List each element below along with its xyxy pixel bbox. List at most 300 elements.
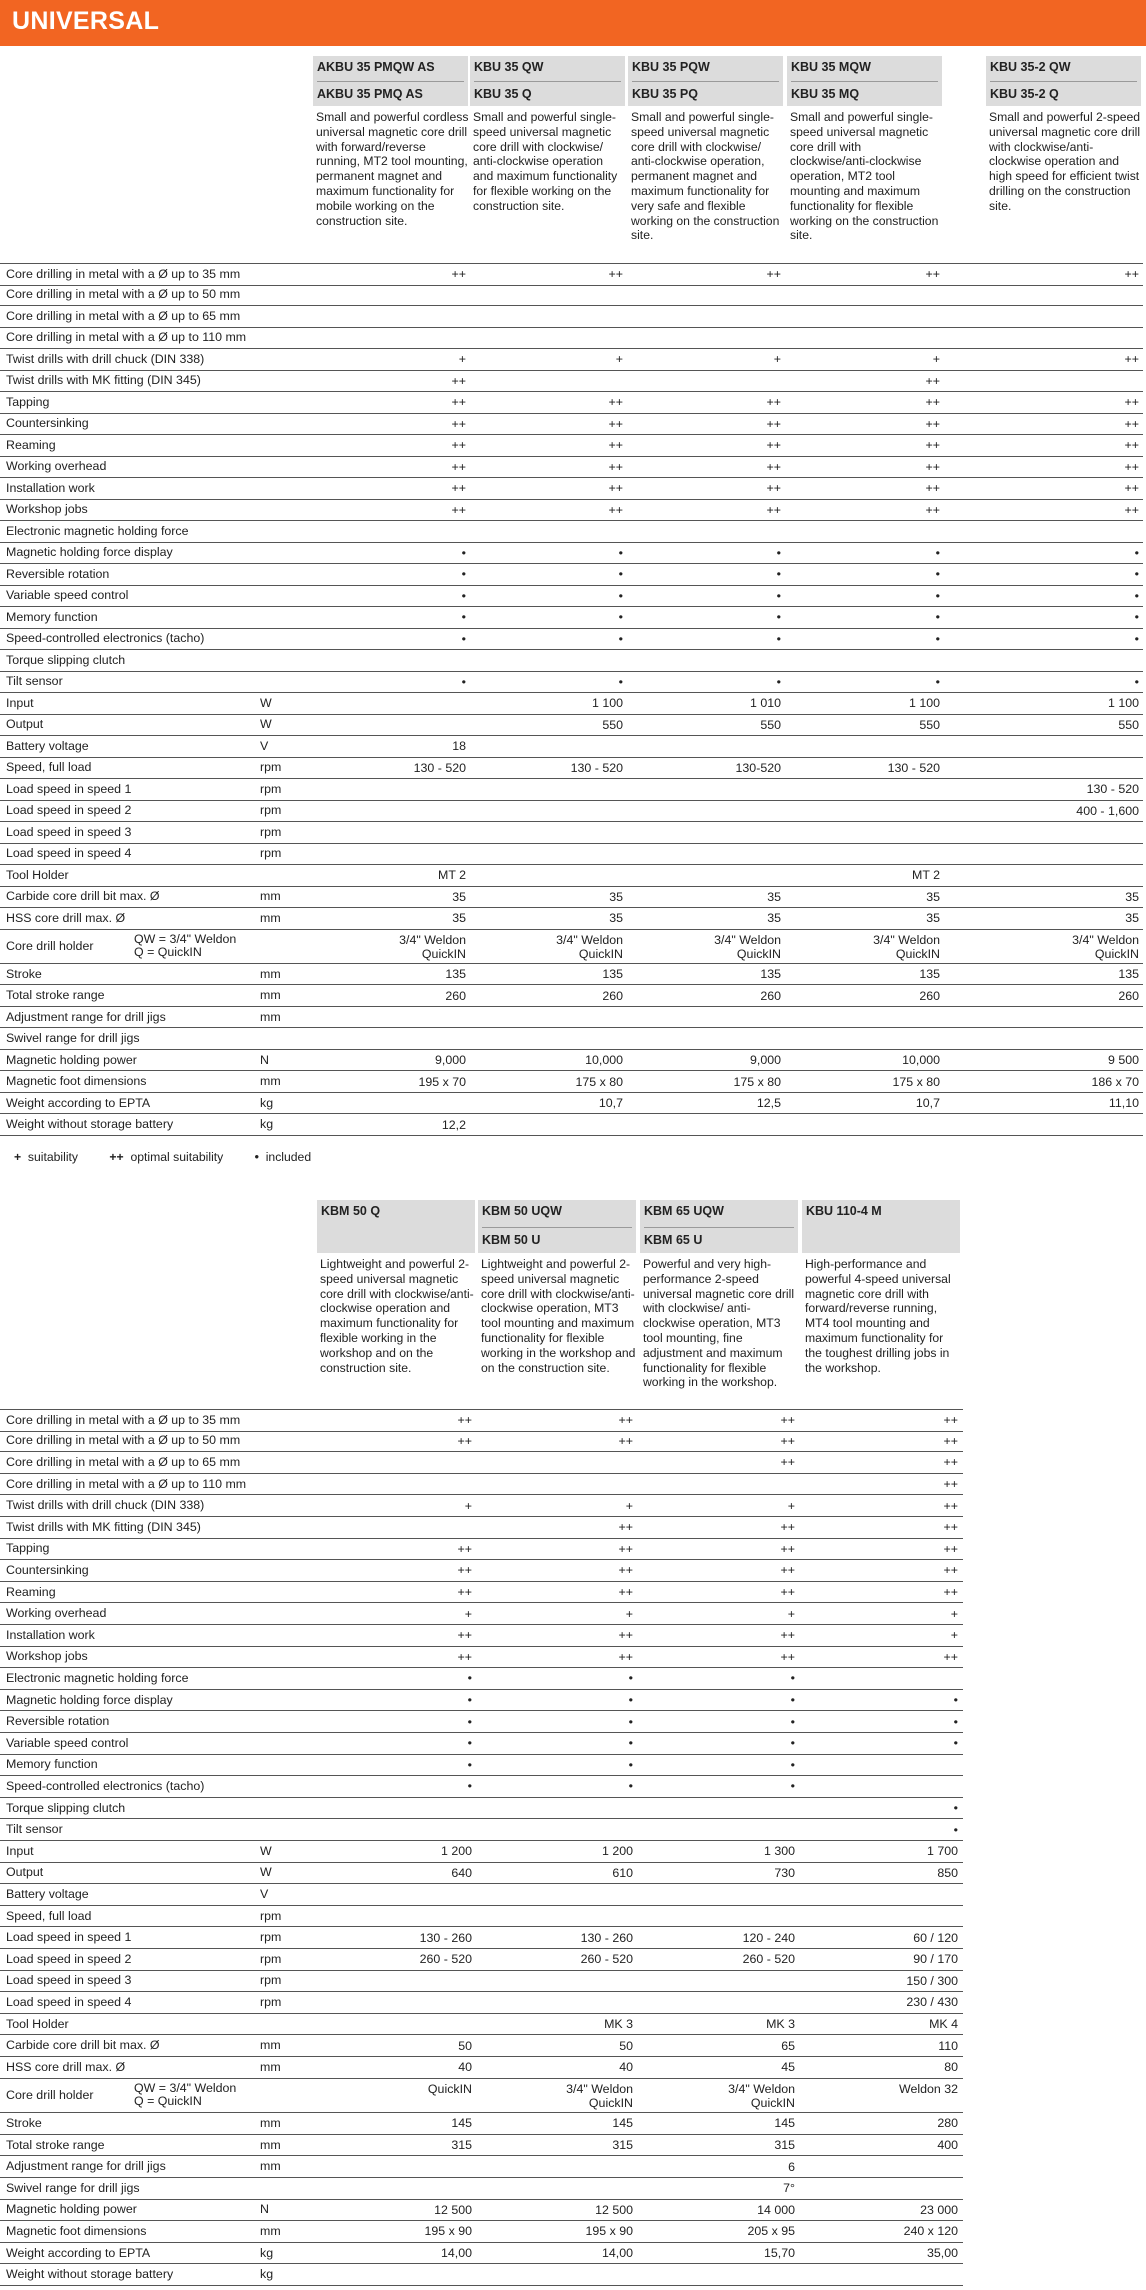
spec-value: • <box>953 1714 958 1729</box>
model-header-divider <box>791 81 938 82</box>
model-description: Small and powerful single-speed universal magnetic core drill with clockwise/ anti-clockwise operation and maximum functionality for flexible working on the construction site. <box>473 110 618 213</box>
spec-value: 260 - 520 <box>742 1952 795 1967</box>
spec-value: 1 100 <box>1107 696 1139 711</box>
spec-unit: rpm <box>260 781 282 796</box>
spec-value: • <box>776 674 781 689</box>
spec-value: • <box>618 545 623 560</box>
spec-value: • <box>461 631 466 646</box>
spec-value: ++ <box>457 1433 472 1448</box>
spec-row <box>0 715 1143 737</box>
spec-value: • <box>628 1671 633 1686</box>
spec-row <box>0 2178 963 2200</box>
spec-row <box>0 758 1143 780</box>
spec-row <box>0 2135 963 2157</box>
spec-label: HSS core drill max. Ø <box>6 2059 126 2074</box>
spec-row <box>0 1625 963 1647</box>
model-name: KBU 35-2 QW <box>990 60 1071 74</box>
spec-label: Torque slipping clutch <box>6 1800 126 1815</box>
spec-value: 315 <box>612 2138 633 2153</box>
spec-unit: W <box>260 695 272 710</box>
model-description: Small and powerful 2-speed universal magnetic core drill with clockwise/anti-clockwise operation and high speed for efficient twist drilling on the construction site. <box>989 110 1141 213</box>
spec-label: Installation work <box>6 480 95 495</box>
spec-value: 3/4" Weldon QuickIN <box>399 932 466 961</box>
spec-value: 15,70 <box>763 2246 795 2261</box>
spec-value: ++ <box>1124 502 1139 517</box>
spec-value: • <box>790 1693 795 1708</box>
spec-row <box>0 2113 963 2135</box>
spec-label: Twist drills with MK fitting (DIN 345) <box>6 1519 201 1534</box>
spec-label: Adjustment range for drill jigs <box>6 2159 166 2174</box>
spec-unit: mm <box>260 966 281 981</box>
spec-value: 130 - 260 <box>419 1930 472 1945</box>
spec-value: ++ <box>457 1628 472 1643</box>
spec-value: 23 000 <box>920 2202 958 2217</box>
spec-row <box>0 2014 963 2036</box>
spec-value: ++ <box>766 395 781 410</box>
spec-value: 12 500 <box>434 2202 472 2217</box>
spec-unit: rpm <box>260 1951 282 1966</box>
spec-row <box>0 964 1143 986</box>
spec-label: Memory function <box>6 1757 98 1772</box>
model-header <box>787 56 942 106</box>
spec-value: ++ <box>457 1413 472 1428</box>
spec-row <box>0 1474 963 1496</box>
spec-value: 550 <box>760 717 781 732</box>
spec-value: • <box>935 610 940 625</box>
model-variant-name: KBU 35 PQ <box>632 87 698 101</box>
spec-value: ++ <box>618 1563 633 1578</box>
spec-value: 45 <box>781 2060 795 2075</box>
spec-row <box>0 2079 963 2114</box>
spec-label: Core drilling in metal with a Ø up to 35 mm <box>6 1412 241 1427</box>
spec-value: MT 2 <box>438 868 466 883</box>
spec-value: ++ <box>925 373 940 388</box>
spec-value: 9,000 <box>749 1053 781 1068</box>
spec-value: ++ <box>780 1520 795 1535</box>
spec-label: Reversible rotation <box>6 1714 110 1729</box>
spec-value: 35 <box>609 911 623 926</box>
spec-label: Magnetic holding power <box>6 1052 137 1067</box>
spec-row <box>0 371 1143 393</box>
table1-header <box>0 56 1143 263</box>
spec-value: 175 x 80 <box>733 1074 781 1089</box>
spec-unit: rpm <box>260 1994 282 2009</box>
spec-value: ++ <box>457 1563 472 1578</box>
spec-label: Weight without storage battery <box>6 2267 174 2282</box>
model-name: KBU 35 MQW <box>791 60 871 74</box>
spec-value: • <box>776 567 781 582</box>
spec-value: 145 <box>612 2116 633 2131</box>
spec-value: 10,000 <box>585 1053 623 1068</box>
spec-value: • <box>1134 631 1139 646</box>
spec-label: Working overhead <box>6 1606 107 1621</box>
spec-row <box>0 1517 963 1539</box>
spec-value: 3/4" Weldon QuickIN <box>1072 932 1139 961</box>
spec-value: ++ <box>457 1585 472 1600</box>
spec-row <box>0 1711 963 1733</box>
spec-row <box>0 521 1143 543</box>
spec-value: ++ <box>1124 438 1139 453</box>
spec-unit: mm <box>260 2159 281 2174</box>
model-header <box>986 56 1141 106</box>
model-variant-name: KBU 35-2 Q <box>990 87 1059 101</box>
spec-value: • <box>935 631 940 646</box>
spec-unit: kg <box>260 1095 274 1110</box>
spec-label: Magnetic holding power <box>6 2202 137 2217</box>
model-header <box>313 56 468 106</box>
spec-value: 35 <box>767 911 781 926</box>
spec-label: Reversible rotation <box>6 566 110 581</box>
spec-value: ++ <box>618 1541 633 1556</box>
spec-value: + <box>932 352 940 367</box>
spec-label: Total stroke range <box>6 988 105 1003</box>
spec-value: ++ <box>766 502 781 517</box>
model-variant-name: KBU 35 Q <box>474 87 532 101</box>
model-header <box>628 56 783 106</box>
spec-value: 1 200 <box>440 1844 472 1859</box>
spec-label: Core drilling in metal with a Ø up to 50 mm <box>6 287 241 302</box>
spec-value: • <box>628 1714 633 1729</box>
spec-value: • <box>628 1779 633 1794</box>
spec-label: Core drilling in metal with a Ø up to 65 mm <box>6 1454 241 1469</box>
spec-label: Swivel range for drill jigs <box>6 2180 140 2195</box>
model-description: Lightweight and powerful 2-speed universal magnetic core drill with clockwise/anti-clockwise operation, MT3 tool mounting and maximum functionality for flexible working in the workshop and on the construction site. <box>481 1257 636 1375</box>
spec-value: • <box>935 674 940 689</box>
spec-value: • <box>776 545 781 560</box>
spec-value: ++ <box>780 1455 795 1470</box>
spec-row <box>0 2035 963 2057</box>
spec-value: ++ <box>925 459 940 474</box>
spec-value: ++ <box>925 438 940 453</box>
spec-row <box>0 1647 963 1669</box>
spec-label: Load speed in speed 3 <box>6 1973 132 1988</box>
spec-value: 400 <box>937 2138 958 2153</box>
spec-value: 1 700 <box>926 1844 958 1859</box>
spec-label: Load speed in speed 2 <box>6 803 132 818</box>
spec-label: Stroke <box>6 966 42 981</box>
spec-value: ++ <box>925 481 940 496</box>
spec-value: • <box>461 588 466 603</box>
spec-value: • <box>790 1779 795 1794</box>
spec-label: Tool Holder <box>6 867 69 882</box>
spec-row <box>0 1409 963 1432</box>
spec-row <box>0 1452 963 1474</box>
spec-value: ++ <box>451 373 466 388</box>
spec-value: • <box>628 1693 633 1708</box>
spec-row <box>0 1733 963 1755</box>
spec-value: 130 - 520 <box>413 760 466 775</box>
spec-row <box>0 1028 1143 1050</box>
model-description: Lightweight and powerful 2-speed universal magnetic core drill with clockwise/anti-clockwise operation and maximum functionality for flexible working in the workshop and on the construction site. <box>320 1257 474 1375</box>
spec-label: Load speed in speed 2 <box>6 1951 132 1966</box>
spec-value: 260 - 520 <box>580 1952 633 1967</box>
spec-value: • <box>1134 610 1139 625</box>
spec-value: 14 000 <box>757 2202 795 2217</box>
spec-unit: mm <box>260 1009 281 1024</box>
spec-value: ++ <box>943 1433 958 1448</box>
spec-value: 640 <box>451 1865 472 1880</box>
spec-value: 35 <box>609 889 623 904</box>
spec-label: Speed, full load <box>6 1908 92 1923</box>
spec-value: 12,2 <box>441 1117 466 1132</box>
spec-value: 9,000 <box>434 1053 466 1068</box>
spec-value: 10,000 <box>902 1053 940 1068</box>
spec-label: Electronic magnetic holding force <box>6 523 189 538</box>
spec-value: • <box>935 545 940 560</box>
spec-value: ++ <box>925 267 940 282</box>
spec-label: Total stroke range <box>6 2137 105 2152</box>
spec-label: Installation work <box>6 1627 95 1642</box>
spec-value: MK 3 <box>604 2017 633 2032</box>
model-header-divider <box>317 81 464 82</box>
model-header-divider <box>482 1227 632 1228</box>
spec-value: 130 - 520 <box>887 760 940 775</box>
spec-unit: W <box>260 1865 272 1880</box>
spec-label: Load speed in speed 1 <box>6 1930 132 1945</box>
spec-value: 1 100 <box>908 696 940 711</box>
spec-label: Adjustment range for drill jigs <box>6 1009 166 1024</box>
spec-label: Output <box>6 1865 44 1880</box>
spec-value: + <box>787 1606 795 1621</box>
spec-row <box>0 607 1143 629</box>
spec-label: Core drilling in metal with a Ø up to 65 mm <box>6 308 241 323</box>
spec-value: QuickIN <box>427 2081 472 2096</box>
spec-label: Load speed in speed 4 <box>6 846 132 861</box>
spec-row <box>0 349 1143 371</box>
spec-row <box>0 1884 963 1906</box>
spec-label: Reaming <box>6 437 56 452</box>
spec-value: • <box>628 1736 633 1751</box>
spec-value: 1 100 <box>591 696 623 711</box>
spec-row <box>0 1093 1143 1115</box>
spec-value: Weldon 32 <box>898 2081 958 2096</box>
spec-value: 35 <box>1125 889 1139 904</box>
spec-value: ++ <box>608 459 623 474</box>
spec-value: + <box>615 352 623 367</box>
page-title: UNIVERSAL <box>12 7 160 35</box>
spec-value: ++ <box>618 1585 633 1600</box>
spec-value: ++ <box>608 416 623 431</box>
spec-value: 145 <box>774 2116 795 2131</box>
spec-value: + <box>950 1628 958 1643</box>
spec-value: • <box>618 588 623 603</box>
spec-value: 205 x 95 <box>747 2224 795 2239</box>
spec-label: Stroke <box>6 2115 42 2130</box>
spec-value: + <box>458 352 466 367</box>
spec-value: ++ <box>925 502 940 517</box>
spec-value: 130 - 520 <box>570 760 623 775</box>
spec-value: • <box>618 567 623 582</box>
spec-label: Variable speed control <box>6 1735 129 1750</box>
spec-unit: V <box>260 1886 269 1901</box>
table2-header <box>0 1200 963 1409</box>
spec-value: ++ <box>943 1520 958 1535</box>
banner <box>0 0 1146 46</box>
spec-label: Carbide core drill bit max. Ø <box>6 2038 160 2053</box>
spec-value: 12 500 <box>595 2202 633 2217</box>
spec-label: Battery voltage <box>6 1886 89 1901</box>
spec-label: Weight according to EPTA <box>6 2245 151 2260</box>
spec-row <box>0 801 1143 823</box>
spec-unit: mm <box>260 988 281 1003</box>
spec-value: • <box>461 610 466 625</box>
spec-label: Tapping <box>6 394 50 409</box>
spec-row <box>0 586 1143 608</box>
spec-value: ++ <box>780 1541 795 1556</box>
spec-label: Weight without storage battery <box>6 1117 174 1132</box>
model-header <box>640 1200 798 1253</box>
spec-label: Core drill holder <box>6 2087 94 2102</box>
spec-value: 195 x 90 <box>585 2224 633 2239</box>
spec-value: 80 <box>944 2060 958 2075</box>
spec-label: Load speed in speed 1 <box>6 781 132 796</box>
spec-value: 135 <box>760 967 781 982</box>
spec-value: ++ <box>766 438 781 453</box>
spec-value: 260 <box>919 988 940 1003</box>
spec-row <box>0 844 1143 866</box>
spec-value: MK 3 <box>766 2017 795 2032</box>
spec-value: • <box>467 1736 472 1751</box>
spec-value: 65 <box>781 2038 795 2053</box>
spec-row <box>0 564 1143 586</box>
spec-row <box>0 693 1143 715</box>
spec-value: 1 200 <box>601 1844 633 1859</box>
spec-row <box>0 672 1143 694</box>
spec-value: ++ <box>451 395 466 410</box>
model-variant-name: AKBU 35 PMQ AS <box>317 87 423 101</box>
spec-row <box>0 1582 963 1604</box>
spec-label: Tool Holder <box>6 2016 69 2031</box>
spec-value: 400 - 1,600 <box>1076 803 1139 818</box>
spec-label: Input <box>6 1843 34 1858</box>
spec-value: ++ <box>943 1563 958 1578</box>
model-description: Small and powerful single-speed universal magnetic core drill with clockwise/anti-clockwise operation, MT2 tool mounting and maximum functionality for flexible working on the construction site. <box>790 110 939 243</box>
spec-value: 40 <box>458 2060 472 2075</box>
spec-value: 120 - 240 <box>742 1930 795 1945</box>
spec-value: • <box>790 1736 795 1751</box>
spec-value: 50 <box>619 2038 633 2053</box>
spec-value: 610 <box>612 1865 633 1880</box>
model-name: KBU 110-4 M <box>806 1204 882 1218</box>
spec-value: ++ <box>608 267 623 282</box>
spec-row <box>0 1114 1143 1136</box>
spec-label: Electronic magnetic holding force <box>6 1670 189 1685</box>
spec-value: • <box>1134 567 1139 582</box>
spec-label: Twist drills with drill chuck (DIN 338) <box>6 351 205 366</box>
spec-value: ++ <box>457 1541 472 1556</box>
spec-unit: kg <box>260 2245 274 2260</box>
model-header <box>478 1200 636 1253</box>
spec-label: Memory function <box>6 609 98 624</box>
spec-value: • <box>790 1671 795 1686</box>
model-description: Small and powerful single-speed universal magnetic core drill with clockwise/ anti-clockwise operation, permanent magnet and maximum functionality for very safe and flexible working on the construction site. <box>631 110 780 243</box>
spec-value: 3/4" Weldon QuickIN <box>714 932 781 961</box>
model-name: KBU 35 QW <box>474 60 544 74</box>
spec-unit: QW = 3/4" Weldon Q = QuickIN <box>134 931 237 959</box>
spec-value: + <box>625 1498 633 1513</box>
spec-label: Weight according to EPTA <box>6 1095 151 1110</box>
model-header-divider <box>632 81 779 82</box>
spec-value: ++ <box>1124 267 1139 282</box>
spec-label: Torque slipping clutch <box>6 652 126 667</box>
spec-row <box>0 414 1143 436</box>
model-description: Powerful and very high-performance 2-speed universal magnetic core drill with clockwise/ anti-clockwise operation, MT3 tool mounting, fine adjustment and maximum functionality for flexible working in the workshop. <box>643 1257 795 1390</box>
spec-value: • <box>935 588 940 603</box>
spec-label: Carbide core drill bit max. Ø <box>6 889 160 904</box>
model-variant-name: KBM 50 U <box>482 1232 541 1247</box>
spec-value: ++ <box>780 1649 795 1664</box>
spec-value: ++ <box>608 481 623 496</box>
spec-value: ++ <box>925 395 940 410</box>
legend-item-suitability: + suitability <box>14 1150 79 1164</box>
spec-unit: mm <box>260 2038 281 2053</box>
spec-row <box>0 1819 963 1841</box>
spec-value: 260 <box>445 988 466 1003</box>
spec-row <box>0 1071 1143 1093</box>
spec-value: ++ <box>943 1541 958 1556</box>
spec-value: + <box>625 1606 633 1621</box>
spec-value: 150 / 300 <box>906 1973 958 1988</box>
spec-value: 230 / 430 <box>906 1995 958 2010</box>
spec-value: ++ <box>618 1520 633 1535</box>
spec-row <box>0 306 1143 328</box>
spec-value: 135 <box>445 967 466 982</box>
spec-value: ++ <box>618 1413 633 1428</box>
model-name: AKBU 35 PMQW AS <box>317 60 435 74</box>
spec-value: 175 x 80 <box>892 1074 940 1089</box>
model-name: KBU 35 PQW <box>632 60 710 74</box>
legend-item-included: • included <box>254 1150 312 1164</box>
spec-label: Countersinking <box>6 416 89 431</box>
spec-value: + <box>787 1498 795 1513</box>
spec-value: 135 <box>602 967 623 982</box>
spec-unit: mm <box>260 2115 281 2130</box>
spec-value: • <box>467 1757 472 1772</box>
spec-label: Core drilling in metal with a Ø up to 35 mm <box>6 266 241 281</box>
spec-row <box>0 865 1143 887</box>
spec-label: HSS core drill max. Ø <box>6 910 126 925</box>
spec-label: Working overhead <box>6 459 107 474</box>
spec-value: • <box>461 674 466 689</box>
spec-value: 35 <box>1125 911 1139 926</box>
spec-value: 11,10 <box>1108 1096 1139 1111</box>
spec-value: ++ <box>780 1628 795 1643</box>
spec-value: ++ <box>780 1585 795 1600</box>
model-variant-name: KBU 35 MQ <box>791 87 860 101</box>
spec-value: 195 x 70 <box>418 1074 466 1089</box>
spec-value: ++ <box>1124 352 1139 367</box>
spec-label: Twist drills with drill chuck (DIN 338) <box>6 1498 205 1513</box>
spec-value: 260 - 520 <box>419 1952 472 1967</box>
spec-row <box>0 1603 963 1625</box>
spec-value: MT 2 <box>912 868 940 883</box>
spec-unit: mm <box>260 1074 281 1089</box>
spec-value: 14,00 <box>440 2246 472 2261</box>
spec-value: 1 010 <box>749 696 781 711</box>
spec-value: ++ <box>608 395 623 410</box>
spec-row <box>0 779 1143 801</box>
spec-row <box>0 1906 963 1928</box>
spec-unit: rpm <box>260 760 282 775</box>
spec-value: • <box>790 1714 795 1729</box>
spec-unit: mm <box>260 2223 281 2238</box>
spec-label: Swivel range for drill jigs <box>6 1031 140 1046</box>
spec-label: Tapping <box>6 1541 50 1556</box>
spec-value: ++ <box>451 502 466 517</box>
spec-value: ++ <box>780 1413 795 1428</box>
spec-unit: rpm <box>260 1930 282 1945</box>
spec-label: Workshop jobs <box>6 502 88 517</box>
